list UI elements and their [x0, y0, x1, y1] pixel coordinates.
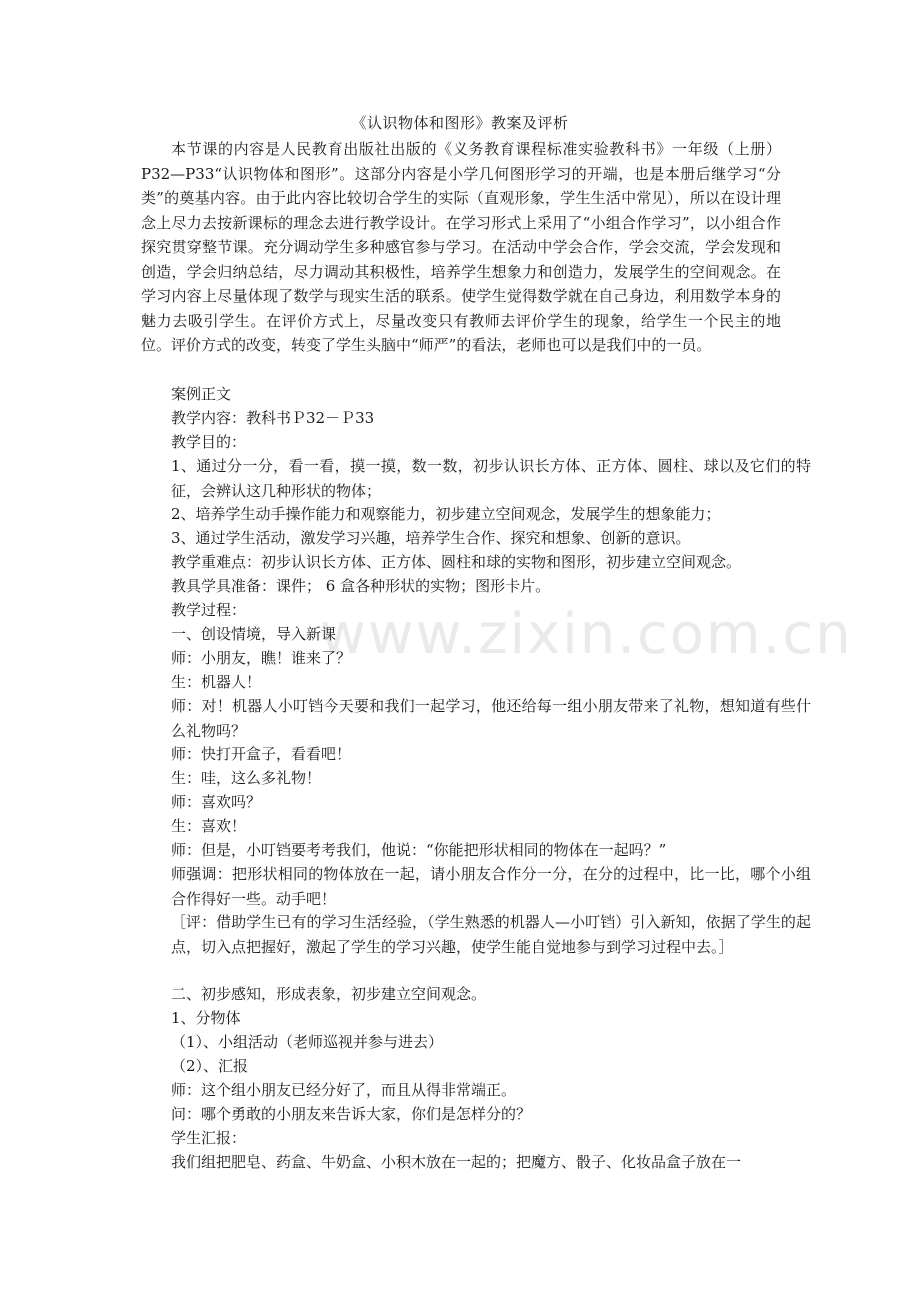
student-report-heading: 学生汇报： — [171, 1129, 247, 1147]
dialogue-line: 生：喜欢！ — [171, 817, 247, 835]
key-difficulties: 教学重难点：初步认识长方体、正方体、圆柱和球的实物和图形，初步建立空间观念。 — [171, 553, 742, 571]
section-heading-case: 案例正文 — [171, 385, 232, 403]
sub-step-item: （2）、汇报 — [171, 1057, 249, 1075]
goal-item-2: 2、培养学生动手操作能力和观察能力，初步建立空间观念，发展学生的想象能力； — [171, 505, 721, 523]
teaching-content: 教学内容：教科书Ｐ32－Ｐ33 — [171, 409, 375, 427]
commentary-note: ［评：借助学生已有的学习生活经验，（学生熟悉的机器人—小叮铛）引入新知，依据了学生的起点，切入点把握好，激起了学生的学习兴趣，使学生能自觉地参与到学习过程中去。］ — [171, 913, 811, 956]
dialogue-line: 师：小朋友，瞧！谁来了？ — [171, 649, 352, 667]
dialogue-line: 师：这个组小朋友已经分好了，而且从得非常端正。 — [171, 1081, 517, 1099]
teaching-process-heading: 教学过程： — [171, 601, 247, 619]
dialogue-line: 师：对！机器人小叮铛今天要和我们一起学习，他还给每一组小朋友带来了礼物，想知道有些什么礼物吗？ — [171, 697, 811, 740]
intro-paragraph: 本节课的内容是人民教育出版社出版的《义务教育课程标准实验教科书》一年级（上册）P32—P33“认识物体和图形”。这部分内容是小学几何图形学习的开端，也是本册后继学习“分类”的奠基内容。由于此内容比较切合学生的实际（直观形象，学生生活中常见），所以在设计理念上尽力去按新课标的理念去进行教学设计。在学习形式上采用了“小组合作学习”，以小组合作探究贯穿整节课。充分调动学生多种感官参与学习。在活动中学会合作，学会交流，学会发现和创造，学会归纳总结，尽力调动其积极性，培养学生想象力和创造力，发展学生的空间观念。在学习内容上尽量体现了数学与现实生活的联系。使学生觉得数学就在自己身边，利用数学本身的魅力去吸引学生。在评价方式上，尽量改变只有教师去评价学生的现象，给学生一个民主的地位。评价方式的改变，转变了学生头脑中“师严”的看法，老师也可以是我们中的一员。 — [141, 140, 781, 354]
student-report-text: 我们组把肥皂、药盒、牛奶盒、小积木放在一起的；把魔方、骰子、化妆品盒子放在一 — [171, 1153, 742, 1171]
sub-step-item: （1）、小组活动（老师巡视并参与进去） — [171, 1033, 444, 1051]
dialogue-line: 问：哪个勇敢的小朋友来告诉大家，你们是怎样分的？ — [171, 1105, 532, 1123]
document-title: 《认识物体和图形》教案及评析 — [351, 114, 569, 132]
dialogue-line: 师：但是，小叮铛要考考我们，他说：“你能把形状相同的物体在一起吗？” — [171, 841, 667, 859]
goal-item-3: 3、通过学生活动，激发学习兴趣，培养学生合作、探究和想象、创新的意识。 — [171, 529, 691, 547]
dialogue-line: 生：哇，这么多礼物！ — [171, 769, 322, 787]
dialogue-line: 生：机器人！ — [171, 673, 262, 691]
goal-item-1: 1、通过分一分，看一看，摸一摸，数一数，初步认识长方体、正方体、圆柱、球以及它们的特征，会辨认这几种形状的物体； — [171, 457, 811, 500]
watermark: www.zixin.com.cn — [320, 602, 853, 667]
sub-step-heading: 1、分物体 — [171, 1009, 241, 1027]
teaching-aids: 教具学具准备：课件； 6 盒各种形状的实物；图形卡片。 — [171, 577, 551, 595]
step-two-heading: 二、初步感知，形成表象，初步建立空间观念。 — [171, 985, 487, 1003]
teacher-emphasis: 师强调：把形状相同的物体放在一起，请小朋友合作分一分，在分的过程中，比一比，哪个小组合作得好一些。动手吧！ — [171, 865, 811, 908]
teaching-goals-heading: 教学目的： — [171, 433, 247, 451]
dialogue-line: 师：快打开盒子，看看吧！ — [171, 745, 352, 763]
step-one-heading: 一、创设情境，导入新课 — [171, 625, 337, 643]
dialogue-line: 师：喜欢吗？ — [171, 793, 262, 811]
